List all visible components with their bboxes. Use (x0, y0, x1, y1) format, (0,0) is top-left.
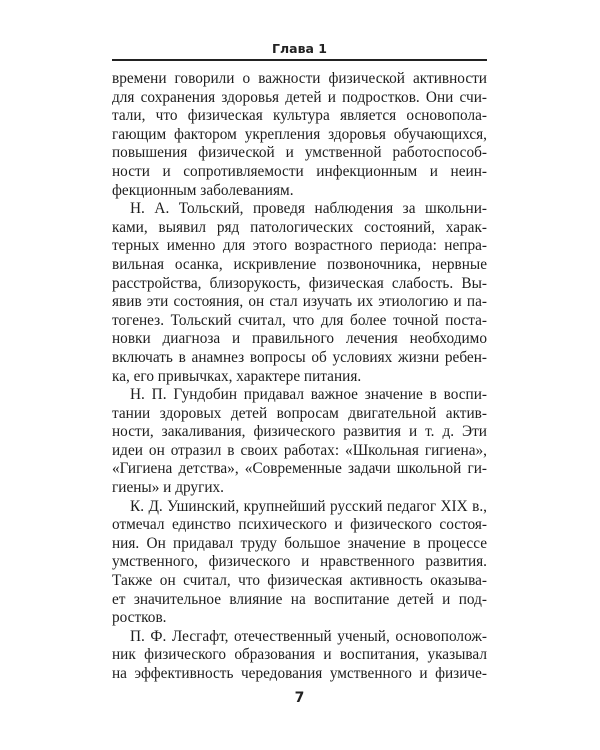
text-line: умственного, физического и нравственного развития. (112, 553, 487, 571)
body-text (112, 70, 487, 684)
text-line: вильная осанка, искривление позвоночника, нервные (112, 255, 487, 273)
text-line: тогенез. Тольский считал, что для более точной поста- (112, 311, 487, 329)
paragraph (112, 628, 487, 684)
text-line: фекционным заболеваниям. (112, 181, 294, 199)
text-line: включать в анамнез вопросы об условиях жизни ребен- (112, 348, 487, 366)
text-line: Также он считал, что физическая активность оказыва- (112, 572, 487, 590)
text-line: П. Ф. Лесгафт, отечественный ученый, основополож- (130, 627, 487, 645)
text-line: ет значительное влияние на воспитание детей и под- (112, 590, 487, 608)
paragraph (112, 498, 487, 628)
text-line: на эффективность чередования умственного и физиче- (112, 665, 487, 682)
text-line: новки диагноза и правильного лечения необходимо (112, 330, 487, 348)
text-line: гающим фактором укрепления здоровья обучающихся, (112, 125, 487, 143)
text-line: ния. Он придавал труду большое значение в процессе (112, 534, 487, 552)
text-line: ка, его привычках, характере питания. (112, 367, 362, 385)
text-line: Н. А. Тольский, проведя наблюдения за школьни- (130, 200, 487, 218)
text-line: идеи он отразил в своих работах: «Школьная гигиена», (112, 441, 487, 459)
header-rule (112, 59, 487, 61)
running-header: Глава 1 (272, 41, 327, 56)
text-line: ками, выявил ряд патологических состояний, харак- (112, 218, 487, 236)
text-line: повышения физической и умственной работоспособ- (112, 144, 487, 162)
text-line: расстройства, близорукость, физическая слабость. Вы- (112, 274, 487, 292)
text-line: гиены» и других. (112, 479, 225, 497)
text-line: отмечал единство психического и физического состоя- (112, 516, 487, 534)
paragraph (112, 200, 487, 386)
text-line: терных именно для этого возрастного периода: непра- (112, 237, 487, 255)
text-line: ростков. (112, 609, 167, 627)
text-line: К. Д. Ушинский, крупнейший русский педагог XIX в., (130, 497, 487, 515)
page-number: 7 (294, 690, 305, 706)
text-line: Н. П. Гундобин придавал важное значение в воспи- (130, 386, 487, 404)
text-line: явив эти состояния, он стал изучать их этиологию и па- (112, 293, 487, 311)
paragraph (112, 70, 487, 200)
text-line: для сохранения здоровья детей и подростков. Они счи- (112, 88, 487, 106)
paragraph (112, 386, 487, 498)
text-line: «Гигиена детства», «Современные задачи школьной ги- (112, 460, 487, 478)
text-line: ник физического образования и воспитания, указывал (112, 646, 487, 664)
text-line: времени говорили о важности физической активности (112, 70, 487, 87)
text-line: тали, что физическая культура является основопола- (112, 107, 487, 125)
text-line: ности и сопротивляемости инфекционным и неин- (112, 162, 487, 180)
text-line: тании здоровых детей вопросам двигательной актив- (112, 404, 487, 422)
text-line: ности, закаливания, физического развития и т. д. Эти (112, 423, 487, 441)
